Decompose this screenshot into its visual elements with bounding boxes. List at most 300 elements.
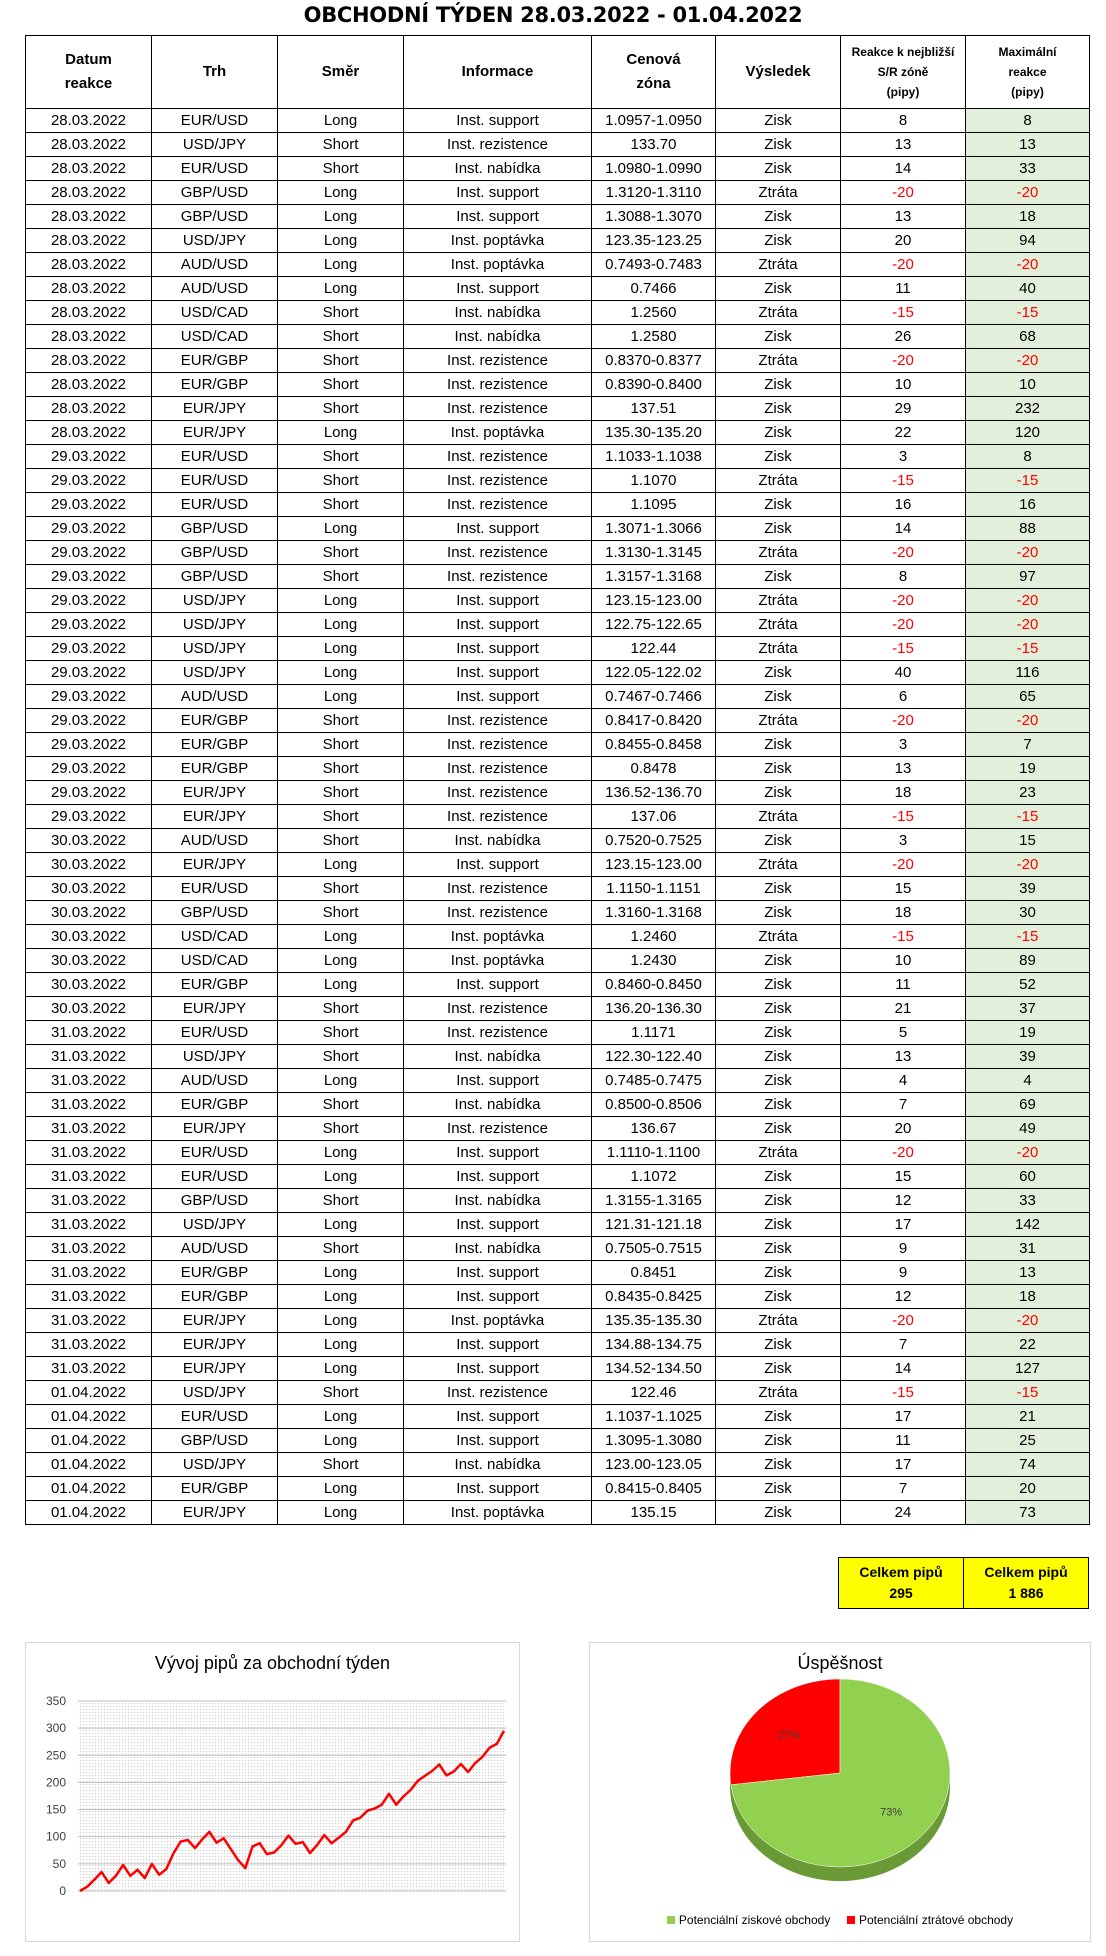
cell-pair: EUR/JPY bbox=[152, 1309, 278, 1333]
cell-zone: 0.8370-0.8377 bbox=[592, 349, 716, 373]
cell-info: Inst. rezistence bbox=[404, 877, 592, 901]
cell-max: 15 bbox=[966, 829, 1090, 853]
cell-zone: 136.52-136.70 bbox=[592, 781, 716, 805]
cell-reaction: 3 bbox=[841, 733, 966, 757]
cell-date: 30.03.2022 bbox=[26, 877, 152, 901]
cell-reaction: -20 bbox=[841, 853, 966, 877]
cell-info: Inst. rezistence bbox=[404, 397, 592, 421]
cell-result: Ztráta bbox=[716, 253, 841, 277]
cell-direction: Long bbox=[278, 973, 404, 997]
cell-max: 49 bbox=[966, 1117, 1090, 1141]
cell-pair: USD/JPY bbox=[152, 1213, 278, 1237]
totals-row bbox=[839, 1558, 1089, 1609]
cell-direction: Long bbox=[278, 589, 404, 613]
cell-result: Zisk bbox=[716, 1477, 841, 1501]
cell-date: 31.03.2022 bbox=[26, 1333, 152, 1357]
table-row bbox=[26, 1117, 1090, 1141]
cell-info: Inst. nabídka bbox=[404, 1045, 592, 1069]
cell-direction: Short bbox=[278, 1381, 404, 1405]
cell-reaction: 13 bbox=[841, 1045, 966, 1069]
cell-max: -20 bbox=[966, 589, 1090, 613]
cell-result: Ztráta bbox=[716, 349, 841, 373]
table-row bbox=[26, 685, 1090, 709]
cell-direction: Long bbox=[278, 1309, 404, 1333]
cell-direction: Long bbox=[278, 229, 404, 253]
cell-info: Inst. rezistence bbox=[404, 469, 592, 493]
cell-direction: Long bbox=[278, 205, 404, 229]
table-row bbox=[26, 1477, 1090, 1501]
cell-result: Zisk bbox=[716, 277, 841, 301]
cell-result: Zisk bbox=[716, 877, 841, 901]
cell-reaction: -15 bbox=[841, 301, 966, 325]
cell-pair: EUR/JPY bbox=[152, 997, 278, 1021]
cell-date: 29.03.2022 bbox=[26, 637, 152, 661]
cell-date: 28.03.2022 bbox=[26, 133, 152, 157]
cell-zone: 0.8478 bbox=[592, 757, 716, 781]
cell-pair: EUR/GBP bbox=[152, 373, 278, 397]
cell-date: 30.03.2022 bbox=[26, 997, 152, 1021]
cell-info: Inst. support bbox=[404, 181, 592, 205]
cell-reaction: 12 bbox=[841, 1189, 966, 1213]
cell-pair: EUR/USD bbox=[152, 445, 278, 469]
cell-pair: EUR/GBP bbox=[152, 1285, 278, 1309]
cell-reaction: 13 bbox=[841, 133, 966, 157]
pie-legend bbox=[640, 1913, 1040, 1927]
table-row bbox=[26, 1189, 1090, 1213]
cell-pair: USD/JPY bbox=[152, 1381, 278, 1405]
cell-pair: EUR/GBP bbox=[152, 1093, 278, 1117]
cell-pair: EUR/USD bbox=[152, 109, 278, 133]
cell-direction: Long bbox=[278, 1165, 404, 1189]
table-row bbox=[26, 493, 1090, 517]
cell-pair: AUD/USD bbox=[152, 253, 278, 277]
cell-pair: EUR/USD bbox=[152, 493, 278, 517]
table-row bbox=[26, 1333, 1090, 1357]
cell-pair: EUR/GBP bbox=[152, 1477, 278, 1501]
cell-info: Inst. rezistence bbox=[404, 709, 592, 733]
cell-info: Inst. nabídka bbox=[404, 1237, 592, 1261]
cell-reaction: 17 bbox=[841, 1213, 966, 1237]
cell-zone: 1.2580 bbox=[592, 325, 716, 349]
cell-result: Zisk bbox=[716, 997, 841, 1021]
cell-max: 19 bbox=[966, 757, 1090, 781]
cell-info: Inst. nabídka bbox=[404, 157, 592, 181]
table-row bbox=[26, 997, 1090, 1021]
col-header-reaction bbox=[841, 36, 966, 109]
cell-result: Zisk bbox=[716, 949, 841, 973]
cell-pair: EUR/JPY bbox=[152, 853, 278, 877]
cell-reaction: 18 bbox=[841, 781, 966, 805]
cell-date: 29.03.2022 bbox=[26, 517, 152, 541]
cell-pair: USD/JPY bbox=[152, 637, 278, 661]
table-row bbox=[26, 1453, 1090, 1477]
cell-zone: 1.1110-1.1100 bbox=[592, 1141, 716, 1165]
cell-result: Zisk bbox=[716, 1405, 841, 1429]
col-header-max-line1: Maximální bbox=[998, 45, 1057, 59]
cell-info: Inst. rezistence bbox=[404, 1381, 592, 1405]
cell-zone: 0.8500-0.8506 bbox=[592, 1093, 716, 1117]
cell-reaction: -20 bbox=[841, 589, 966, 613]
cell-zone: 0.7485-0.7475 bbox=[592, 1069, 716, 1093]
cell-date: 31.03.2022 bbox=[26, 1021, 152, 1045]
cell-direction: Long bbox=[278, 277, 404, 301]
trades-table bbox=[25, 35, 1090, 1525]
cell-date: 31.03.2022 bbox=[26, 1141, 152, 1165]
cell-date: 29.03.2022 bbox=[26, 469, 152, 493]
cell-zone: 0.7467-0.7466 bbox=[592, 685, 716, 709]
cell-date: 31.03.2022 bbox=[26, 1237, 152, 1261]
cell-pair: EUR/GBP bbox=[152, 973, 278, 997]
cell-pair: EUR/USD bbox=[152, 1021, 278, 1045]
cell-date: 29.03.2022 bbox=[26, 613, 152, 637]
table-row bbox=[26, 1261, 1090, 1285]
cell-zone: 122.44 bbox=[592, 637, 716, 661]
table-row bbox=[26, 565, 1090, 589]
cell-zone: 0.7520-0.7525 bbox=[592, 829, 716, 853]
table-row bbox=[26, 1045, 1090, 1069]
cell-info: Inst. nabídka bbox=[404, 1093, 592, 1117]
cell-info: Inst. rezistence bbox=[404, 541, 592, 565]
table-row bbox=[26, 1021, 1090, 1045]
cell-pair: AUD/USD bbox=[152, 277, 278, 301]
cell-date: 31.03.2022 bbox=[26, 1213, 152, 1237]
cell-reaction: -20 bbox=[841, 1309, 966, 1333]
cell-direction: Long bbox=[278, 925, 404, 949]
cell-zone: 1.3088-1.3070 bbox=[592, 205, 716, 229]
cell-max: -20 bbox=[966, 853, 1090, 877]
col-header-date bbox=[26, 36, 152, 109]
cell-result: Zisk bbox=[716, 1285, 841, 1309]
cell-pair: GBP/USD bbox=[152, 1429, 278, 1453]
table-row bbox=[26, 325, 1090, 349]
cell-max: -20 bbox=[966, 709, 1090, 733]
cell-zone: 136.20-136.30 bbox=[592, 997, 716, 1021]
cell-pair: USD/CAD bbox=[152, 949, 278, 973]
cell-date: 29.03.2022 bbox=[26, 733, 152, 757]
table-row bbox=[26, 757, 1090, 781]
cell-date: 31.03.2022 bbox=[26, 1261, 152, 1285]
cell-zone: 0.8460-0.8450 bbox=[592, 973, 716, 997]
cell-pair: USD/CAD bbox=[152, 301, 278, 325]
cell-max: 37 bbox=[966, 997, 1090, 1021]
cell-direction: Short bbox=[278, 373, 404, 397]
cell-reaction: 18 bbox=[841, 901, 966, 925]
cell-zone: 0.8417-0.8420 bbox=[592, 709, 716, 733]
cell-max: 18 bbox=[966, 205, 1090, 229]
cell-max: 116 bbox=[966, 661, 1090, 685]
cell-info: Inst. rezistence bbox=[404, 1021, 592, 1045]
cell-reaction: 13 bbox=[841, 757, 966, 781]
cell-result: Zisk bbox=[716, 1189, 841, 1213]
cell-zone: 122.75-122.65 bbox=[592, 613, 716, 637]
cell-result: Ztráta bbox=[716, 541, 841, 565]
cell-pair: USD/CAD bbox=[152, 325, 278, 349]
cell-max: -20 bbox=[966, 349, 1090, 373]
cell-info: Inst. support bbox=[404, 1333, 592, 1357]
cell-date: 28.03.2022 bbox=[26, 349, 152, 373]
cell-direction: Short bbox=[278, 493, 404, 517]
cell-direction: Short bbox=[278, 349, 404, 373]
cell-reaction: 9 bbox=[841, 1261, 966, 1285]
cell-zone: 1.2560 bbox=[592, 301, 716, 325]
cell-max: 52 bbox=[966, 973, 1090, 997]
cell-direction: Short bbox=[278, 829, 404, 853]
cell-info: Inst. poptávka bbox=[404, 1309, 592, 1333]
cell-result: Zisk bbox=[716, 1117, 841, 1141]
table-header-row bbox=[26, 36, 1090, 109]
cell-date: 30.03.2022 bbox=[26, 853, 152, 877]
cell-max: 94 bbox=[966, 229, 1090, 253]
cell-pair: EUR/USD bbox=[152, 469, 278, 493]
cell-direction: Short bbox=[278, 877, 404, 901]
cell-zone: 0.7466 bbox=[592, 277, 716, 301]
cell-date: 31.03.2022 bbox=[26, 1285, 152, 1309]
cell-reaction: 26 bbox=[841, 325, 966, 349]
cell-max: 31 bbox=[966, 1237, 1090, 1261]
trades-table-body bbox=[26, 109, 1090, 1525]
cell-pair: USD/CAD bbox=[152, 925, 278, 949]
cell-info: Inst. support bbox=[404, 661, 592, 685]
cell-reaction: 5 bbox=[841, 1021, 966, 1045]
cell-pair: EUR/GBP bbox=[152, 709, 278, 733]
table-row bbox=[26, 1069, 1090, 1093]
table-row bbox=[26, 1501, 1090, 1525]
cell-result: Zisk bbox=[716, 1429, 841, 1453]
cell-direction: Short bbox=[278, 997, 404, 1021]
cell-date: 30.03.2022 bbox=[26, 901, 152, 925]
cell-info: Inst. support bbox=[404, 973, 592, 997]
col-header-reaction-line1: Reakce k nejbližší bbox=[851, 45, 955, 59]
legend-win-swatch bbox=[667, 1916, 675, 1924]
cell-date: 30.03.2022 bbox=[26, 973, 152, 997]
cell-zone: 1.3155-1.3165 bbox=[592, 1189, 716, 1213]
cell-max: 10 bbox=[966, 373, 1090, 397]
cell-info: Inst. support bbox=[404, 1141, 592, 1165]
cell-direction: Short bbox=[278, 901, 404, 925]
cell-zone: 122.46 bbox=[592, 1381, 716, 1405]
cell-reaction: 11 bbox=[841, 973, 966, 997]
cell-direction: Short bbox=[278, 733, 404, 757]
cell-zone: 1.3071-1.3066 bbox=[592, 517, 716, 541]
cell-zone: 1.1095 bbox=[592, 493, 716, 517]
cell-date: 29.03.2022 bbox=[26, 709, 152, 733]
cell-info: Inst. support bbox=[404, 205, 592, 229]
cell-max: 120 bbox=[966, 421, 1090, 445]
cell-info: Inst. poptávka bbox=[404, 253, 592, 277]
y-tick-label: 0 bbox=[59, 1884, 66, 1898]
total-max-cell bbox=[964, 1558, 1089, 1609]
table-row bbox=[26, 1213, 1090, 1237]
cell-zone: 0.8455-0.8458 bbox=[592, 733, 716, 757]
table-row bbox=[26, 253, 1090, 277]
cell-result: Ztráta bbox=[716, 1141, 841, 1165]
cell-pair: EUR/JPY bbox=[152, 805, 278, 829]
cell-reaction: 6 bbox=[841, 685, 966, 709]
cell-date: 30.03.2022 bbox=[26, 949, 152, 973]
table-row bbox=[26, 277, 1090, 301]
cell-date: 28.03.2022 bbox=[26, 253, 152, 277]
cell-direction: Short bbox=[278, 1045, 404, 1069]
cell-zone: 134.88-134.75 bbox=[592, 1333, 716, 1357]
cell-zone: 1.3130-1.3145 bbox=[592, 541, 716, 565]
cell-date: 28.03.2022 bbox=[26, 397, 152, 421]
cell-date: 29.03.2022 bbox=[26, 661, 152, 685]
cell-reaction: 24 bbox=[841, 1501, 966, 1525]
cell-pair: GBP/USD bbox=[152, 541, 278, 565]
cell-zone: 0.8390-0.8400 bbox=[592, 373, 716, 397]
table-row bbox=[26, 949, 1090, 973]
cell-max: 20 bbox=[966, 1477, 1090, 1501]
cell-reaction: 8 bbox=[841, 565, 966, 589]
cell-date: 30.03.2022 bbox=[26, 925, 152, 949]
cell-direction: Long bbox=[278, 1405, 404, 1429]
cell-pair: USD/JPY bbox=[152, 613, 278, 637]
cell-reaction: 22 bbox=[841, 421, 966, 445]
table-row bbox=[26, 781, 1090, 805]
cell-direction: Short bbox=[278, 781, 404, 805]
col-header-reaction-line3: (pipy) bbox=[886, 85, 920, 99]
cell-reaction: -15 bbox=[841, 469, 966, 493]
cell-reaction: 4 bbox=[841, 1069, 966, 1093]
cell-max: -20 bbox=[966, 1141, 1090, 1165]
cell-date: 28.03.2022 bbox=[26, 157, 152, 181]
table-row bbox=[26, 1357, 1090, 1381]
cell-zone: 1.3095-1.3080 bbox=[592, 1429, 716, 1453]
cell-direction: Short bbox=[278, 469, 404, 493]
pie-chart-title: Úspěšnost bbox=[797, 1653, 883, 1673]
col-header-result: Výsledek bbox=[716, 36, 841, 109]
cell-zone: 123.15-123.00 bbox=[592, 589, 716, 613]
cell-pair: EUR/GBP bbox=[152, 349, 278, 373]
cell-zone: 135.15 bbox=[592, 1501, 716, 1525]
cell-max: 16 bbox=[966, 493, 1090, 517]
cell-zone: 1.3120-1.3110 bbox=[592, 181, 716, 205]
cell-direction: Long bbox=[278, 181, 404, 205]
cell-info: Inst. nabídka bbox=[404, 325, 592, 349]
cell-zone: 1.3157-1.3168 bbox=[592, 565, 716, 589]
cell-reaction: 11 bbox=[841, 1429, 966, 1453]
cell-direction: Long bbox=[278, 1069, 404, 1093]
cell-info: Inst. support bbox=[404, 1165, 592, 1189]
page-title: OBCHODNÍ TÝDEN 28.03.2022 - 01.04.2022 bbox=[303, 3, 803, 27]
table-row bbox=[26, 397, 1090, 421]
cell-reaction: -20 bbox=[841, 613, 966, 637]
cell-date: 28.03.2022 bbox=[26, 181, 152, 205]
cell-max: 7 bbox=[966, 733, 1090, 757]
cell-direction: Long bbox=[278, 109, 404, 133]
cell-max: -15 bbox=[966, 301, 1090, 325]
cell-direction: Short bbox=[278, 133, 404, 157]
cell-direction: Short bbox=[278, 757, 404, 781]
cell-direction: Short bbox=[278, 397, 404, 421]
cell-info: Inst. rezistence bbox=[404, 997, 592, 1021]
cell-result: Zisk bbox=[716, 397, 841, 421]
cell-reaction: 16 bbox=[841, 493, 966, 517]
cell-max: 68 bbox=[966, 325, 1090, 349]
table-row bbox=[26, 1141, 1090, 1165]
cell-info: Inst. support bbox=[404, 277, 592, 301]
cell-date: 29.03.2022 bbox=[26, 565, 152, 589]
cell-date: 01.04.2022 bbox=[26, 1405, 152, 1429]
y-tick-label: 250 bbox=[45, 1748, 66, 1763]
cell-zone: 1.1171 bbox=[592, 1021, 716, 1045]
table-row bbox=[26, 637, 1090, 661]
cell-reaction: 3 bbox=[841, 829, 966, 853]
cell-info: Inst. support bbox=[404, 1357, 592, 1381]
table-row bbox=[26, 853, 1090, 877]
cell-result: Ztráta bbox=[716, 181, 841, 205]
cell-info: Inst. poptávka bbox=[404, 1501, 592, 1525]
pie-label-loss: 27% bbox=[777, 1729, 800, 1742]
cell-info: Inst. rezistence bbox=[404, 757, 592, 781]
cell-result: Ztráta bbox=[716, 1309, 841, 1333]
legend-win-label: Potenciální ziskové obchody bbox=[678, 1913, 831, 1927]
cell-result: Zisk bbox=[716, 229, 841, 253]
cell-pair: GBP/USD bbox=[152, 901, 278, 925]
table-row bbox=[26, 373, 1090, 397]
cell-date: 28.03.2022 bbox=[26, 205, 152, 229]
table-row bbox=[26, 349, 1090, 373]
cell-info: Inst. support bbox=[404, 1285, 592, 1309]
table-row bbox=[26, 733, 1090, 757]
cell-direction: Long bbox=[278, 1333, 404, 1357]
cell-result: Zisk bbox=[716, 829, 841, 853]
cell-direction: Long bbox=[278, 1501, 404, 1525]
cell-result: Zisk bbox=[716, 1093, 841, 1117]
cell-info: Inst. rezistence bbox=[404, 1117, 592, 1141]
cell-info: Inst. nabídka bbox=[404, 1189, 592, 1213]
cell-max: 30 bbox=[966, 901, 1090, 925]
cell-max: 60 bbox=[966, 1165, 1090, 1189]
table-row bbox=[26, 589, 1090, 613]
cell-zone: 0.8451 bbox=[592, 1261, 716, 1285]
cell-max: 19 bbox=[966, 1021, 1090, 1045]
cell-max: -15 bbox=[966, 805, 1090, 829]
cell-max: -15 bbox=[966, 637, 1090, 661]
cell-direction: Long bbox=[278, 637, 404, 661]
cell-direction: Short bbox=[278, 301, 404, 325]
cell-result: Ztráta bbox=[716, 853, 841, 877]
cell-date: 28.03.2022 bbox=[26, 421, 152, 445]
cell-direction: Long bbox=[278, 1285, 404, 1309]
cell-pair: GBP/USD bbox=[152, 565, 278, 589]
cell-info: Inst. nabídka bbox=[404, 829, 592, 853]
cell-reaction: 29 bbox=[841, 397, 966, 421]
legend-loss bbox=[847, 1913, 1013, 1927]
cell-pair: USD/JPY bbox=[152, 589, 278, 613]
cell-reaction: 11 bbox=[841, 277, 966, 301]
cell-direction: Short bbox=[278, 1453, 404, 1477]
cell-reaction: 17 bbox=[841, 1453, 966, 1477]
table-row bbox=[26, 661, 1090, 685]
table-row bbox=[26, 805, 1090, 829]
cell-zone: 137.51 bbox=[592, 397, 716, 421]
cell-result: Ztráta bbox=[716, 805, 841, 829]
legend-loss-swatch bbox=[847, 1916, 855, 1924]
cell-result: Zisk bbox=[716, 661, 841, 685]
cell-result: Zisk bbox=[716, 1357, 841, 1381]
cell-result: Zisk bbox=[716, 325, 841, 349]
col-header-zone-line2: zóna bbox=[636, 75, 671, 92]
cell-result: Zisk bbox=[716, 205, 841, 229]
cell-max: 40 bbox=[966, 277, 1090, 301]
cell-date: 31.03.2022 bbox=[26, 1309, 152, 1333]
cell-direction: Short bbox=[278, 805, 404, 829]
cell-zone: 1.0980-1.0990 bbox=[592, 157, 716, 181]
cell-zone: 0.7505-0.7515 bbox=[592, 1237, 716, 1261]
table-row bbox=[26, 613, 1090, 637]
cell-date: 29.03.2022 bbox=[26, 493, 152, 517]
